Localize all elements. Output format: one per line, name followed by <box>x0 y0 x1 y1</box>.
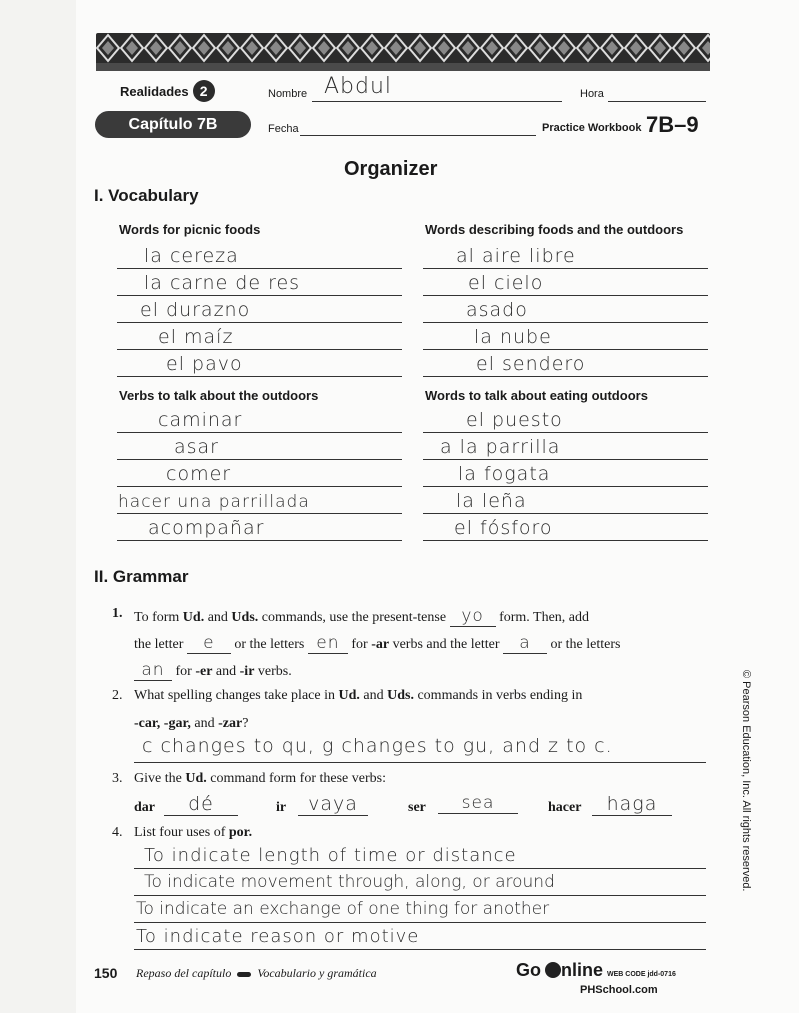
describing-answer: el sendero <box>476 353 586 375</box>
eating-answer: la fogata <box>458 463 551 485</box>
describing-answer: asado <box>466 299 528 321</box>
eating-answer: el fósforo <box>454 517 553 539</box>
answer-line <box>117 268 402 269</box>
q1-answer-a: a <box>503 633 547 654</box>
q1-line3: an for -er and -ir verbs. <box>134 660 292 681</box>
answer-line <box>117 459 402 460</box>
q3-verb: dar <box>134 800 155 815</box>
q1-answer-an: an <box>134 660 172 681</box>
eating-answer: la leña <box>456 490 527 512</box>
q4-number: 4. <box>112 825 123 840</box>
answer-line <box>134 868 706 869</box>
eating-label: Words to talk about eating outdoors <box>425 388 648 403</box>
q4-line1: List four uses of por. <box>134 825 253 840</box>
verbs-answer: comer <box>166 463 232 485</box>
q1-answer-en: en <box>308 633 348 654</box>
q4-answer: To indicate length of time or distance <box>144 845 517 866</box>
level-badge: 2 <box>193 80 215 102</box>
describing-answer: al aire libre <box>456 245 576 267</box>
describing-answer: el cielo <box>468 272 544 294</box>
workbook-label: Practice Workbook <box>542 122 642 134</box>
answer-line <box>117 432 402 433</box>
verbs-answer: acompañar <box>148 517 265 539</box>
q2-line2: -car, -gar, and -zar? <box>134 716 249 731</box>
q1-line1: To form Ud. and Uds. commands, use the present-tense yo form. Then, add <box>134 606 590 626</box>
vocab-heading: I. Vocabulary <box>94 186 199 205</box>
verbs-answer: asar <box>174 436 219 458</box>
q2-number: 2. <box>112 688 123 703</box>
phschool-link[interactable]: PHSchool.com <box>580 984 658 996</box>
eating-answer: a la parrilla <box>440 436 561 458</box>
picnic-answer: la cereza <box>144 245 239 267</box>
answer-line <box>134 895 706 896</box>
nombre-line <box>312 101 562 102</box>
describing-answer: la nube <box>474 326 552 348</box>
picnic-answer: el maíz <box>158 326 234 348</box>
answer-line <box>134 762 706 763</box>
picnic-answer: el pavo <box>166 353 243 375</box>
q3-answer: vaya <box>298 793 368 816</box>
q1-answer-e: e <box>187 633 231 654</box>
picnic-answer: la carne de res <box>144 272 301 294</box>
go-online-logo[interactable]: Go nline WEB CODE jdd-0716 <box>516 960 676 980</box>
q4-answer: To indicate movement through, along, or around <box>144 872 555 892</box>
page-code: 7B–9 <box>646 112 699 137</box>
hora-label: Hora <box>580 88 604 100</box>
answer-line <box>423 540 708 541</box>
q3-answer: sea <box>438 793 518 814</box>
copyright-notice: © Pearson Education, Inc. All rights reserved. <box>740 670 752 892</box>
q3-verb: ir <box>276 800 287 815</box>
q3-line1: Give the Ud. command form for these verbs: <box>134 771 386 786</box>
q3-number: 3. <box>112 771 123 786</box>
page-title: Organizer <box>344 158 438 180</box>
verbs-label: Verbs to talk about the outdoors <box>119 388 319 403</box>
q4-answer: To indicate an exchange of one thing for another <box>136 899 550 919</box>
q1-answer-yo: yo <box>450 606 496 627</box>
answer-line <box>423 268 708 269</box>
answer-line <box>423 349 708 350</box>
answer-line <box>117 513 402 514</box>
answer-line <box>117 376 402 377</box>
answer-line <box>134 949 706 950</box>
nombre-label: Nombre <box>268 88 308 100</box>
answer-line <box>117 486 402 487</box>
separator-icon <box>237 972 251 977</box>
banner-strip <box>96 63 710 71</box>
footer-title: Repaso del capítulo Vocabulario y gramática <box>136 966 377 980</box>
q2-answer: c changes to qu, g changes to gu, and z to c. <box>142 735 613 757</box>
answer-line <box>117 349 402 350</box>
answer-line <box>117 540 402 541</box>
answer-line <box>117 295 402 296</box>
globe-icon <box>545 962 561 978</box>
grammar-heading: II. Grammar <box>94 567 189 586</box>
fecha-label: Fecha <box>268 123 299 135</box>
capitulo-badge: Capítulo 7B <box>95 111 251 138</box>
picnic-answer: el durazno <box>140 299 251 321</box>
q3-verb: hacer <box>548 800 582 815</box>
answer-line <box>423 486 708 487</box>
nombre-value: Abdul <box>324 74 393 99</box>
answer-line <box>117 322 402 323</box>
answer-line <box>423 432 708 433</box>
answer-line <box>423 376 708 377</box>
q3-answer: haga <box>592 793 672 816</box>
page-number: 150 <box>94 965 118 981</box>
q1-line2: the letter e or the letters en for -ar verbs and the letter a or the letters <box>134 633 621 653</box>
q3-verb: ser <box>408 800 426 815</box>
q1-number: 1. <box>112 606 123 621</box>
picnic-label: Words for picnic foods <box>119 222 261 237</box>
verbs-answer: hacer una parrillada <box>118 492 310 512</box>
hora-line <box>608 101 706 102</box>
answer-line <box>423 459 708 460</box>
q2-line1: What spelling changes take place in Ud. and Uds. commands in verbs ending in <box>134 688 583 703</box>
answer-line <box>423 322 708 323</box>
q3-answer: dé <box>164 793 238 816</box>
q4-answer: To indicate reason or motive <box>136 926 420 947</box>
answer-line <box>423 513 708 514</box>
verbs-answer: caminar <box>158 409 243 431</box>
fecha-line <box>300 135 536 136</box>
describing-label: Words describing foods and the outdoors <box>425 222 684 237</box>
answer-line <box>134 922 706 923</box>
realidades-label: Realidades 2 <box>120 80 215 102</box>
answer-line <box>423 295 708 296</box>
eating-answer: el puesto <box>466 409 563 431</box>
diamond-pattern-icon <box>96 33 710 63</box>
